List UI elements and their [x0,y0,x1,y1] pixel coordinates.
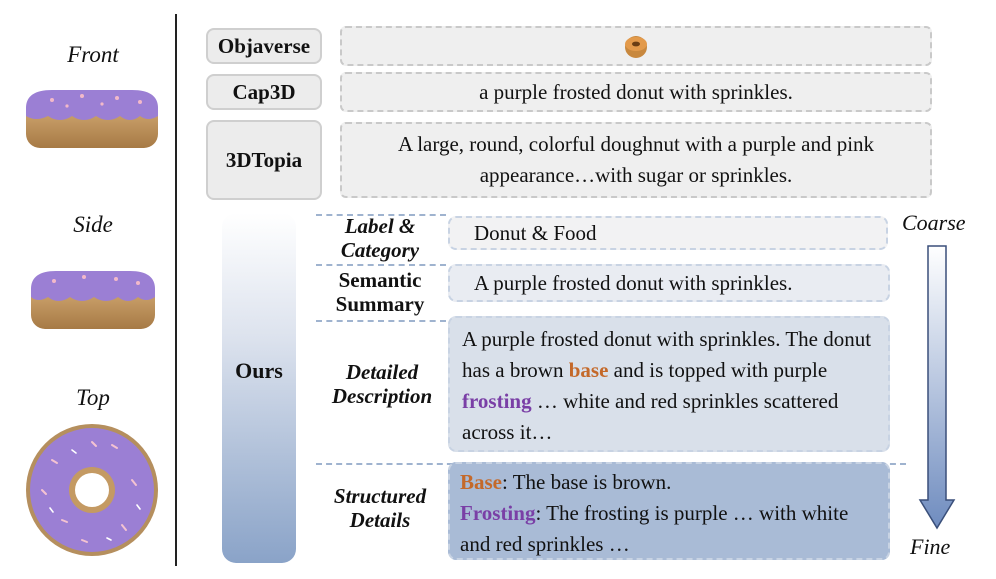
objaverse-caption-box [340,26,932,66]
3dtopia-caption-box: A large, round, colorful doughnut with a purple and pink appearance…with sugar or sprinkles. [340,122,932,198]
level-title-label-category: Label & Category [340,214,420,262]
key-frosting: Frosting [460,501,536,525]
highlight-frosting: frosting [462,389,532,413]
source-tag-objaverse: Objaverse [206,28,322,64]
donut-top-icon [22,420,162,560]
donut-thumbnail-icon [623,33,649,59]
structured-details-box: Base: The base is brown. Frosting: The frosting is purple … with white and red sprinkles … [448,462,890,560]
source-tag-cap3d: Cap3D [206,74,322,110]
level-separator-3 [316,320,446,322]
semantic-summary-box: A purple frosted donut with sprinkles. [448,264,890,302]
donut-front-icon [22,82,162,154]
level-separator-2 [316,264,446,266]
ours-label: Ours [235,358,283,383]
source-tag-3dtopia: 3DTopia [206,120,322,200]
view-label-top: Top [76,385,110,410]
label-category-box: Donut & Food [448,216,888,250]
scale-coarse-label: Coarse [902,210,966,235]
column-divider [175,14,177,566]
ours-gradient-bar [222,213,296,563]
level-title-semantic-summary: Semantic Summary [335,268,425,316]
highlight-base: base [568,358,609,382]
level-separator-1 [316,214,446,216]
view-label-front: Front [67,42,119,67]
cap3d-caption-box: a purple frosted donut with sprinkles. [340,72,932,112]
coarse-to-fine-arrow-icon [918,244,956,530]
detailed-description-box: A purple frosted donut with sprinkles. The donut has a brown base and is topped with purple frosting … white and red sprinkles scattered across it… [448,316,890,452]
level-title-detailed-description: Detailed Description [331,360,433,408]
view-label-side: Side [73,212,113,237]
donut-side-icon [28,265,158,333]
key-base: Base [460,470,502,494]
scale-fine-label: Fine [910,534,951,559]
level-title-structured-details: Structured Details [333,484,427,532]
